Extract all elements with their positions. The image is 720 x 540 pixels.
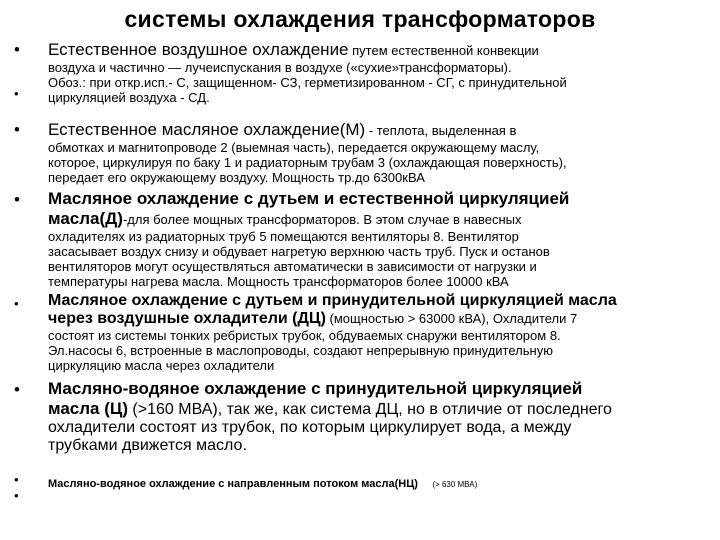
bullet-oil-water-directed	[48, 474, 710, 492]
bullet-marker: •	[14, 190, 20, 209]
bullet-text-line: передает его окружающему воздуху. Мощность тр.до 6300кВА	[48, 170, 425, 185]
bullet-heading: масла (Ц)	[48, 399, 128, 418]
bullet-heading: Масляное охлаждение с дутьем и естественной циркуляцией	[48, 189, 570, 208]
bullet-oil-water-forced	[48, 379, 710, 455]
bullet-marker: •	[14, 488, 19, 503]
bullet-marker: •	[14, 40, 20, 59]
bullet-heading: через воздушные охладители (ДЦ)	[48, 310, 326, 327]
bullet-note: (> 630 МВА)	[432, 480, 478, 489]
bullet-heading: масла(Д)	[48, 209, 123, 228]
bullet-text: (>160 МВА), так же, как система ДЦ, но в отличие от последнего	[127, 401, 612, 418]
bullet-heading: Масляно-водяное охлаждение с принудительной циркуляцией	[48, 379, 583, 398]
bullet-heading: Естественное воздушное охлаждение	[48, 40, 349, 59]
bullet-text-line: засасывает воздух снизу и обдувает нагретую верхнюю часть труб. Пуск и останов	[48, 244, 550, 259]
bullet-text-line: воздуха и частично — лучеиспускания в воздухе («сухие»трансформаторы).	[48, 60, 512, 75]
bullet-text-line: обмотках и магнитопроводе 2 (выемная часть), передается окружающему маслу,	[48, 140, 540, 155]
bullet-heading: Масляное охлаждение с дутьем и принудительной циркуляцией масла	[48, 292, 617, 309]
bullet-text-line: Обоз.: при откр.исп.- С, защищенном- СЗ, герметизированном - СГ, с принудительной	[48, 75, 567, 90]
bullet-text: (мощностью > 63000 кВА), Охладители 7	[325, 311, 578, 326]
bullet-text-line: состоят из системы тонких ребристых трубок, обдуваемых снаружи вентилятором 8.	[48, 328, 561, 343]
bullet-marker: •	[14, 472, 19, 487]
bullet-text-line: циркуляцию масла через охладители	[48, 358, 275, 373]
slide-title: системы охлаждения трансформаторов	[124, 6, 596, 32]
bullet-text: путем естественной конвекции	[348, 43, 539, 58]
bullet-text-line: вентиляторов могут осуществляться автоматически в зависимости от нагрузки и	[48, 259, 537, 274]
bullet-text-line: Эл.насосы 6, встроенные в маслопроводы, создают непрерывную принудительную	[48, 343, 553, 358]
bullet-oil-blast-natural	[48, 189, 710, 289]
bullet-oil-blast-forced	[48, 292, 710, 373]
bullet-text-line: которое, циркулируя по баку 1 и радиаторным трубам 3 (охлаждающая поверхность),	[48, 155, 567, 170]
bullet-heading: Масляно-водяное охлаждение с направленным потоком масла(НЦ)	[48, 478, 418, 490]
bullet-text-line: циркуляцией воздуха - СД.	[48, 90, 210, 105]
bullet-natural-oil	[48, 120, 710, 185]
bullet-marker: •	[14, 120, 20, 139]
bullet-text: - теплота, выделенная в	[365, 123, 517, 138]
bullet-marker: •	[14, 86, 19, 101]
bullet-text-line: трубками движется масло.	[48, 437, 247, 454]
bullet-marker: •	[14, 296, 19, 311]
bullet-heading-code: (М)	[339, 120, 366, 139]
bullet-text: -для более мощных трансформаторов. В этом случае в навесных	[122, 212, 522, 227]
bullet-text-line: охладители состоят из трубок, по которым циркулирует вода, а между	[48, 419, 572, 436]
bullet-text-line: охладителях из радиаторных труб 5 помещаются вентиляторы 8. Вентилятор	[48, 229, 519, 244]
bullet-text-line: температуры нагрева масла. Мощность трансформаторов более 10000 кВА	[48, 274, 509, 289]
bullet-marker: •	[14, 380, 20, 399]
bullet-natural-air	[48, 40, 710, 105]
bullet-heading: Естественное масляное охлаждение	[48, 120, 340, 139]
